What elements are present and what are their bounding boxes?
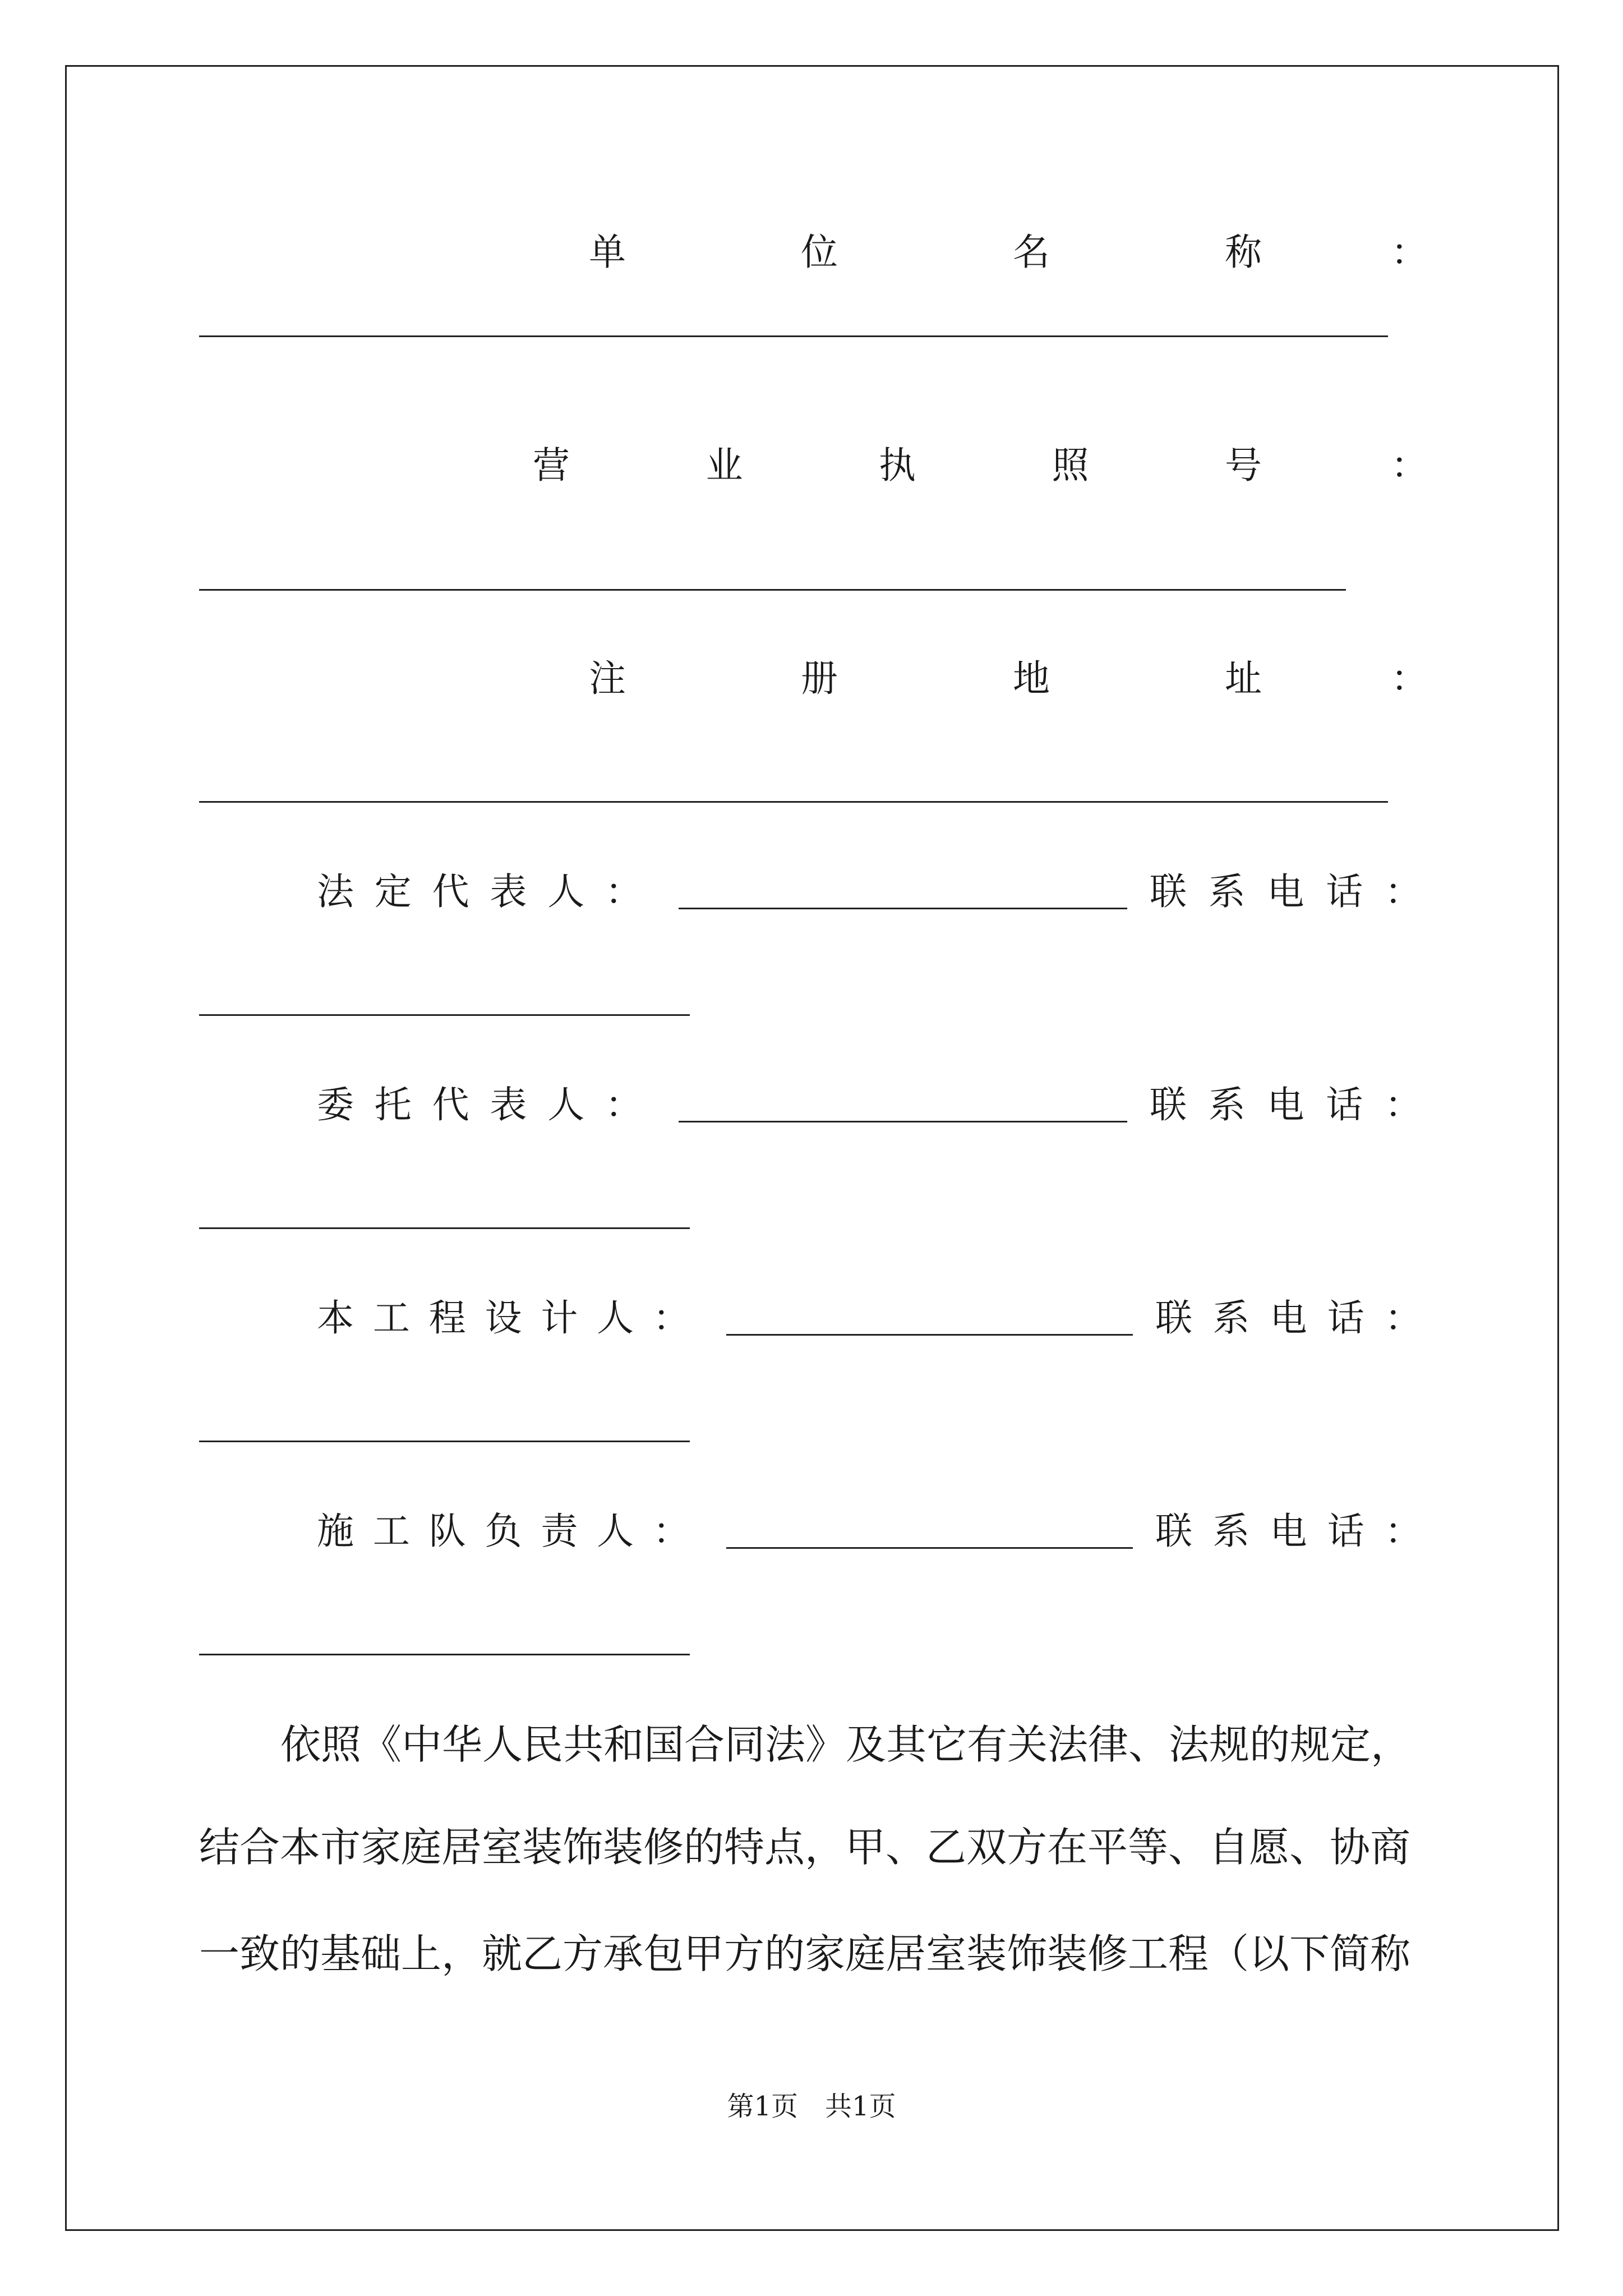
label-char: 工 (372, 1510, 410, 1553)
label-char: ： (605, 870, 642, 913)
label-char: ： (1385, 1510, 1422, 1553)
designer-name-field[interactable] (726, 1334, 1133, 1336)
label-char: 话 (1327, 1296, 1364, 1340)
body-line-3: 一致的基础上，就乙方承包甲方的家庭居室装饰装修工程（以下简称 (199, 1930, 1411, 1977)
label-char: 执 (879, 444, 916, 487)
label-char: 电 (1270, 1510, 1307, 1553)
label-char: 注 (589, 657, 626, 700)
legal-rep-name-field[interactable] (679, 908, 1127, 909)
label-char: 托 (374, 1083, 412, 1126)
label-char: 负 (485, 1510, 522, 1553)
unit-name-underline[interactable] (199, 335, 1388, 337)
label-char: 施 (317, 1510, 354, 1553)
designer-label (317, 1290, 690, 1346)
label-char: 单 (589, 231, 626, 274)
label-char: 营 (533, 444, 570, 487)
legal-rep-phone-label (1150, 864, 1422, 920)
label-char: 联 (1155, 1510, 1192, 1553)
label-char: 本 (317, 1296, 354, 1340)
body-line-1: 依照《中华人民共和国合同法》及其它有关法律、法规的规定， (280, 1721, 1412, 1768)
label-char: 人 (597, 1510, 634, 1553)
agent-label (317, 1077, 642, 1133)
crew-lead-row (317, 1503, 1422, 1559)
page-footer: 第1页 共1页 (727, 2091, 896, 2122)
designer-phone-field[interactable] (199, 1441, 690, 1442)
label-char: 业 (706, 444, 743, 487)
designer-phone-label (1155, 1290, 1422, 1346)
label-char: 联 (1150, 870, 1187, 913)
crew-lead-label (317, 1503, 690, 1559)
label-char: 称 (1225, 231, 1262, 274)
label-char: ： (652, 1510, 690, 1553)
legal-rep-row (317, 864, 1422, 920)
label-char: 表 (490, 1083, 527, 1126)
label-char: ： (1385, 1296, 1422, 1340)
label-char: 系 (1212, 1296, 1250, 1340)
label-char: 表 (490, 870, 527, 913)
label-char: ： (1385, 870, 1422, 913)
label-char: 名 (1013, 231, 1050, 274)
unit-name-colon: ： (1391, 231, 1428, 274)
label-char: 联 (1150, 1083, 1187, 1126)
crew-lead-name-field[interactable] (726, 1547, 1133, 1549)
label-char: 设 (485, 1296, 522, 1340)
crew-lead-phone-label (1155, 1503, 1422, 1559)
label-char: 队 (428, 1510, 466, 1553)
label-char: 电 (1267, 1083, 1304, 1126)
label-char: 代 (432, 1083, 469, 1126)
agent-name-field[interactable] (679, 1121, 1127, 1122)
label-char: 责 (541, 1510, 578, 1553)
label-char: 电 (1267, 870, 1304, 913)
license-number-label (533, 438, 1262, 494)
label-char: 法 (317, 870, 354, 913)
label-char: 号 (1225, 444, 1262, 487)
label-char: ： (605, 1083, 642, 1126)
label-char: 地 (1013, 657, 1050, 700)
designer-row (317, 1290, 1422, 1346)
registered-address-label (589, 651, 1262, 707)
label-char: ： (652, 1296, 690, 1340)
label-char: 计 (541, 1296, 578, 1340)
label-char: 话 (1326, 870, 1363, 913)
legal-rep-phone-field[interactable] (199, 1014, 690, 1016)
label-char: 址 (1225, 657, 1262, 700)
unit-name-label (589, 224, 1262, 280)
label-char: 程 (428, 1296, 466, 1340)
label-char: 电 (1270, 1296, 1307, 1340)
label-char: 系 (1208, 870, 1246, 913)
registered-address-colon: ： (1391, 657, 1428, 700)
label-char: 话 (1326, 1083, 1363, 1126)
label-char: 人 (547, 870, 585, 913)
license-number-underline[interactable] (199, 589, 1346, 591)
label-char: 联 (1155, 1296, 1192, 1340)
agent-phone-field[interactable] (199, 1227, 690, 1229)
label-char: 话 (1327, 1510, 1364, 1553)
label-char: 委 (317, 1083, 354, 1126)
body-line-2: 结合本市家庭居室装饰装修的特点，甲、乙双方在平等、自愿、协商 (199, 1824, 1411, 1871)
label-char: 人 (547, 1083, 585, 1126)
agent-phone-label (1150, 1077, 1422, 1133)
label-char: 系 (1212, 1510, 1250, 1553)
label-char: 册 (801, 657, 838, 700)
label-char: 工 (372, 1296, 410, 1340)
label-char: 照 (1052, 444, 1089, 487)
label-char: 代 (432, 870, 469, 913)
legal-rep-label (317, 864, 642, 920)
label-char: ： (1385, 1083, 1422, 1126)
crew-lead-phone-field[interactable] (199, 1654, 690, 1655)
label-char: 系 (1208, 1083, 1246, 1126)
page-border (65, 65, 1559, 2231)
registered-address-underline[interactable] (199, 801, 1388, 803)
label-char: 人 (597, 1296, 634, 1340)
label-char: 定 (374, 870, 412, 913)
agent-row (317, 1077, 1422, 1133)
label-char: 位 (801, 231, 838, 274)
license-number-colon: ： (1391, 444, 1428, 487)
